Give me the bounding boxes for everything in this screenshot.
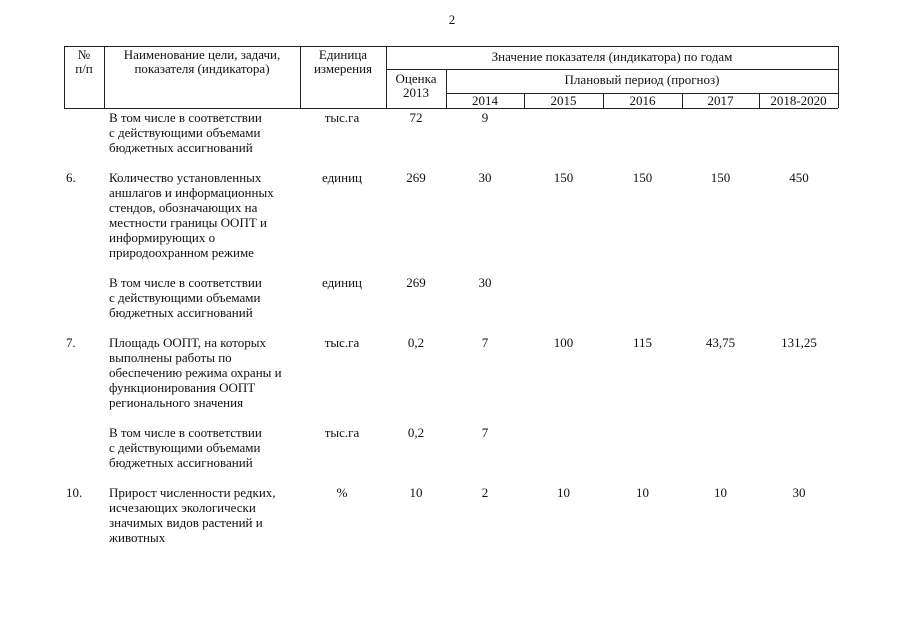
row-value-2015: 10 <box>557 485 570 500</box>
row-unit: единиц <box>321 275 363 290</box>
row-value-2018-2020: 450 <box>789 170 809 185</box>
row-value-2015: 100 <box>553 335 574 350</box>
row-value-2014: 7 <box>481 425 489 440</box>
row-unit: единиц <box>321 170 363 185</box>
col-divider <box>838 46 839 108</box>
header-values-by-year: Значение показателя (индикатора) по годам <box>491 49 733 64</box>
header-plan-period: Плановый период (прогноз) <box>564 72 720 87</box>
header-year-2018-2020: 2018-2020 <box>770 93 827 108</box>
header-mid-border <box>386 69 838 70</box>
row-value-2013: 72 <box>409 110 423 125</box>
row-number: 10. <box>66 485 83 500</box>
row-value-2014: 9 <box>481 110 489 125</box>
header-name: Наименование цели, задачи, показателя (индикатора) <box>123 47 281 76</box>
row-value-2014: 2 <box>481 485 489 500</box>
row-indicator-name: В том числе в соответствии с действующими объемами бюджетных ассигнований <box>109 425 262 470</box>
row-value-2018-2020: 131,25 <box>781 335 817 350</box>
header-unit: Единица измерения <box>313 47 373 76</box>
row-number: 7. <box>66 335 76 350</box>
row-value-2013: 0,2 <box>407 425 425 440</box>
header-year-2015: 2015 <box>550 93 577 108</box>
header-year-2017: 2017 <box>707 93 734 108</box>
row-unit: тыс.га <box>324 110 360 125</box>
header-num: № п/п <box>75 47 93 76</box>
row-indicator-name: Площадь ООПТ, на которых выполнены работы по обеспечению режима охраны и функционирования ООПТ регионального значения <box>109 335 282 410</box>
row-value-2016: 10 <box>636 485 649 500</box>
row-indicator-name: В том числе в соответствии с действующими объемами бюджетных ассигнований <box>109 275 262 320</box>
header-year-2014: 2014 <box>472 93 498 108</box>
row-value-2013: 269 <box>406 275 426 290</box>
row-indicator-name: Прирост численности редких, исчезающих экологически значимых видов растений и животных <box>109 485 276 545</box>
row-indicator-name: В том числе в соответствии с действующими объемами бюджетных ассигнований <box>109 110 262 155</box>
row-value-2014: 30 <box>478 170 492 185</box>
header-estimate-2013: Оценка 2013 <box>395 71 437 100</box>
row-value-2015: 150 <box>553 170 574 185</box>
row-value-2013: 269 <box>406 170 426 185</box>
row-unit: тыс.га <box>324 335 360 350</box>
row-indicator-name: Количество установленных аншлагов и информационных стендов, обозначающих на местности границы ООПТ и информирующих о природоохранном режиме <box>109 170 274 260</box>
row-value-2013: 10 <box>409 485 423 500</box>
row-value-2017: 150 <box>710 170 731 185</box>
row-unit: % <box>336 485 348 500</box>
row-value-2014: 30 <box>478 275 492 290</box>
row-value-2014: 7 <box>481 335 489 350</box>
page-number: 2 <box>448 12 456 27</box>
header-bottom-border <box>64 108 838 109</box>
row-value-2013: 0,2 <box>407 335 425 350</box>
header-year-2016: 2016 <box>629 93 656 108</box>
row-value-2018-2020: 30 <box>792 485 806 500</box>
row-value-2017: 43,75 <box>705 335 736 350</box>
row-value-2016: 115 <box>632 335 653 350</box>
row-value-2017: 10 <box>714 485 727 500</box>
row-number: 6. <box>66 170 76 185</box>
row-unit: тыс.га <box>324 425 360 440</box>
row-value-2016: 150 <box>632 170 653 185</box>
